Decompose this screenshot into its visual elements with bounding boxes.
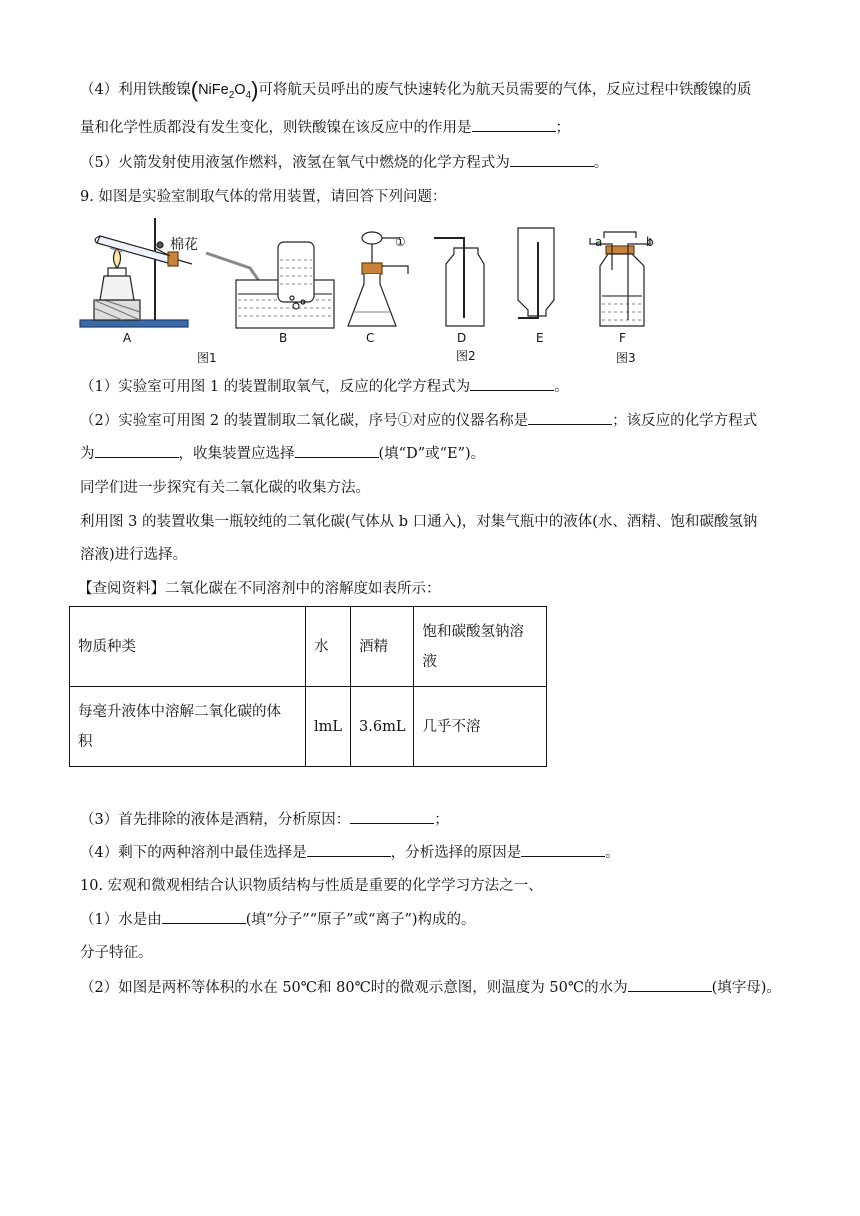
- q8-part4-line1: [80, 77, 752, 106]
- apparatus-e: [518, 228, 554, 318]
- punct: ；: [555, 120, 570, 136]
- q9-part2-line2-c: (填“D”或“E”)。: [378, 446, 486, 462]
- label-a: A: [123, 331, 132, 345]
- q10-part2-text-cont: (填字母)。: [711, 980, 781, 996]
- label-f: F: [619, 331, 626, 345]
- answer-blank[interactable]: [307, 842, 391, 857]
- q8-part5: [80, 152, 608, 173]
- q10-stem: 10. 宏观和微观相结合认识物质结构与性质是重要的化学学习方法之一、: [80, 878, 543, 894]
- answer-blank[interactable]: [95, 443, 179, 458]
- table-header-cell: [414, 607, 547, 687]
- fig1-caption: 图1: [197, 351, 217, 365]
- q10-part2-text: （2）如图是两杯等体积的水在 50℃和 80℃时的微观示意图，则温度为 50℃的水为: [80, 980, 628, 996]
- answer-blank[interactable]: [350, 809, 434, 824]
- marker-1-label: ①: [395, 235, 406, 249]
- punct: 。: [605, 845, 620, 861]
- inlet-b-label: b: [646, 235, 654, 249]
- header-line: 液: [422, 653, 437, 670]
- answer-blank[interactable]: [470, 376, 554, 391]
- label-b: B: [279, 331, 288, 345]
- cell-line: 积: [78, 733, 93, 750]
- lookup-heading: 【查阅资料】二氧化碳在不同溶剂中的溶解度如表所示：: [78, 581, 441, 597]
- q10-part2: [80, 977, 781, 998]
- label-d: D: [457, 331, 467, 345]
- table-row: [70, 607, 547, 687]
- answer-blank[interactable]: [162, 909, 246, 924]
- answer-blank[interactable]: [528, 410, 612, 425]
- lab-apparatus-figure: [70, 208, 710, 368]
- answer-blank[interactable]: [510, 152, 594, 167]
- header-line: 饱和碳酸氢钠溶: [422, 623, 524, 640]
- explore-line1: 同学们进一步探究有关二氧化碳的收集方法。: [80, 480, 370, 496]
- q9-stem: 9. 如图是实验室制取气体的常用装置，请回答下列问题：: [80, 189, 447, 205]
- q9-part2-text: （2）实验室可用图 2 的装置制取二氧化碳，序号①对应的仪器名称是: [80, 413, 529, 429]
- q9-part3-text: （3）首先排除的液体是酒精，分析原因：: [80, 812, 351, 828]
- table-header-cell: 酒精: [351, 607, 414, 687]
- q9-part2: [80, 410, 757, 431]
- answer-blank[interactable]: [521, 842, 605, 857]
- q8-part4-line2: [80, 117, 570, 138]
- q9-part2-line2: [80, 443, 485, 464]
- answer-blank[interactable]: [295, 443, 379, 458]
- apparatus-d: [434, 238, 484, 326]
- label-c: C: [366, 331, 375, 345]
- q10-feature: 分子特征。: [80, 945, 153, 961]
- answer-blank[interactable]: [628, 977, 712, 992]
- table-cell: 几乎不溶: [414, 687, 547, 767]
- q9-part2-line2-a: 为: [80, 446, 95, 462]
- fig2-caption: 图2: [456, 349, 476, 363]
- cell-line: 每毫升液体中溶解二氧化碳的体: [78, 703, 281, 720]
- q8-part4-text: （4）利用铁酸镍: [80, 82, 191, 98]
- q9-part1: [80, 376, 569, 397]
- q9-part4-text: （4）剩下的两种溶剂中最佳选择是: [80, 845, 307, 861]
- table-header-cell: 水: [306, 607, 351, 687]
- inlet-a-label: a: [595, 235, 603, 249]
- punct: 。: [554, 379, 569, 395]
- explore-line2: 利用图 3 的装置收集一瓶较纯的二氧化碳(气体从 b 口通入)，对集气瓶中的液体(水、酒精、饱和碳酸氢钠: [80, 514, 758, 530]
- apparatus-b: [206, 242, 334, 328]
- explore-line3: 溶液)进行选择。: [80, 547, 188, 563]
- q9-part4-mid: ，分析选择的原因是: [390, 845, 522, 861]
- fig3-caption: 图3: [616, 351, 636, 365]
- q9-part2-line2-b: ，收集装置应选择: [178, 446, 295, 462]
- solubility-table: [69, 606, 547, 767]
- answer-blank[interactable]: [472, 117, 556, 132]
- q10-part1: [80, 909, 476, 930]
- table-cell: lmL: [306, 687, 351, 767]
- q9-part4: [80, 842, 620, 863]
- table-header-cell: 物质种类: [70, 607, 306, 687]
- q9-part1-text: （1）实验室可用图 1 的装置制取氧气，反应的化学方程式为: [80, 379, 471, 395]
- q10-part1-text-cont: (填“分子”“原子”或“离子”)构成的。: [245, 912, 476, 928]
- punct: ；: [434, 812, 449, 828]
- q8-part5-text: （5）火箭发射使用液氢作燃料，液氢在氧气中燃烧的化学方程式为: [80, 155, 510, 171]
- q10-part1-text: （1）水是由: [80, 912, 162, 928]
- table-cell: 3.6mL: [351, 687, 414, 767]
- q9-part3: [80, 809, 449, 830]
- table-row: [70, 687, 547, 767]
- cotton-label: 棉花: [170, 237, 198, 253]
- chemical-formula: $(NiFe_2O_4)$: [190, 77, 259, 102]
- q8-part4-text-cont: 可将航天员呼出的废气快速转化为航天员需要的气体，反应过程中铁酸镍的质: [258, 82, 752, 98]
- punct: 。: [593, 155, 609, 171]
- label-e: E: [536, 331, 544, 345]
- q9-part2-text-cont: ；该反应的化学方程式: [612, 413, 758, 429]
- table-cell: [70, 687, 306, 767]
- q8-part4-line2-text: 量和化学性质都没有发生变化，则铁酸镍在该反应中的作用是: [80, 120, 472, 136]
